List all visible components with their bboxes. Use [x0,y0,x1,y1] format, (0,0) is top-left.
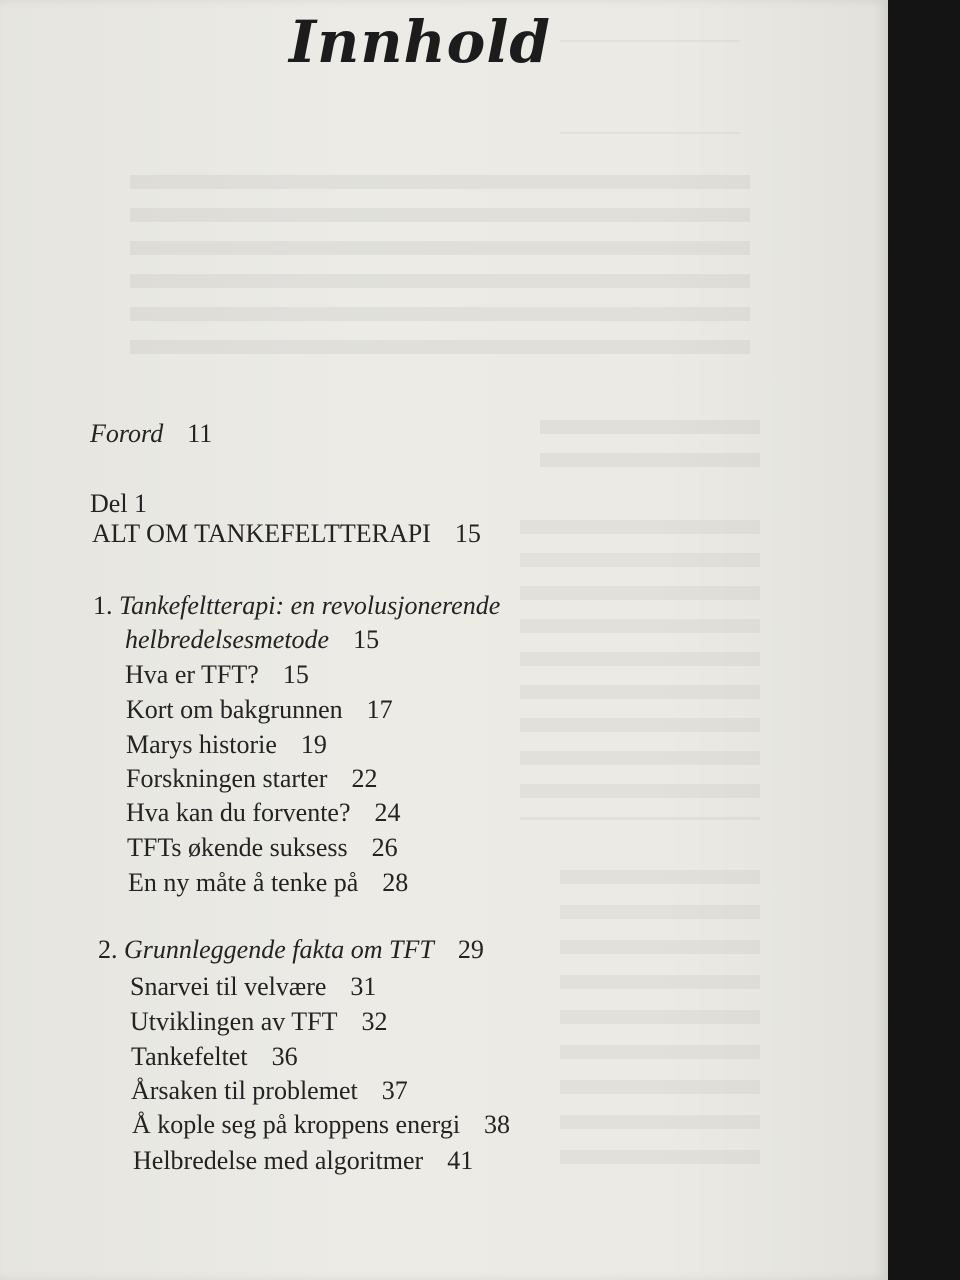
toc-section-title: TFTs økende suksess [127,833,348,862]
toc-section-page: 17 [366,695,393,724]
toc-section [133,1145,473,1177]
toc-section-title: Utviklingen av TFT [130,1007,338,1036]
chapter-number: 2. [98,935,118,964]
toc-section-title: Helbredelse med algoritmer [133,1146,424,1175]
toc-section-title: Årsaken til problemet [131,1076,358,1105]
toc-entry-page: 15 [454,519,481,548]
toc-section-page: 41 [447,1146,474,1175]
toc-section-page: 24 [374,798,401,827]
toc-section-page: 32 [361,1007,388,1036]
toc-section-page: 38 [484,1110,511,1139]
show-through-text [560,870,760,1170]
show-through-text [130,175,750,365]
toc-section [125,659,309,691]
toc-entry-title: Forord [90,419,164,448]
toc-section-title: Hva kan du forvente? [126,798,351,827]
toc-section [126,694,393,726]
toc-section-title: Snarvei til velvære [130,972,327,1001]
toc-section-title: Forskningen starter [126,764,328,793]
toc-section [131,1075,408,1107]
toc-section [130,1006,388,1038]
show-through-text [540,420,760,480]
toc-entry-foreword [90,418,212,450]
chapter-title: helbredelsesmetode [125,625,330,654]
toc-section-title: Kort om bakgrunnen [126,695,343,724]
part-number: Del 1 [90,489,148,518]
toc-section-page: 19 [300,730,327,759]
chapter-heading [98,934,484,966]
toc-section-title: Tankefeltet [131,1042,248,1071]
toc-section-title: Hva er TFT? [125,660,259,689]
toc-section-page: 37 [381,1076,408,1105]
toc-entry-page: 11 [187,419,213,448]
toc-entry-part [92,518,481,550]
toc-section-page: 36 [271,1042,298,1071]
chapter-title: Grunnleggende fakta om TFT [124,935,434,964]
toc-section-page: 31 [350,972,377,1001]
toc-section [127,832,398,864]
toc-entry-page: 29 [457,935,484,964]
toc-section [128,867,408,899]
chapter-heading [93,590,500,622]
chapter-heading-continued [125,624,379,656]
toc-section [126,797,401,829]
chapter-number: 1. [93,591,113,620]
toc-section-title: Å kople seg på kroppens energi [132,1110,461,1139]
part-label [90,488,147,520]
toc-section [131,1041,298,1073]
toc-section [130,971,376,1003]
toc-section-page: 15 [282,660,309,689]
toc-section [126,763,377,795]
toc-section-page: 28 [382,868,409,897]
toc-section-title: Marys historie [126,730,277,759]
toc-section-page: 22 [351,764,378,793]
chapter-title: Tankefeltterapi: en revolusjonerende [119,591,501,620]
part-title: ALT OM TANKEFELTTERAPI [92,519,431,548]
toc-section-page: 26 [371,833,398,862]
show-through-text [520,520,760,820]
toc-section [126,729,327,761]
toc-section-title: En ny måte å tenke på [128,868,359,897]
background-edge [888,0,960,1280]
page-title: Innhold [289,8,551,76]
toc-section [132,1109,510,1141]
toc-entry-page: 15 [353,625,380,654]
